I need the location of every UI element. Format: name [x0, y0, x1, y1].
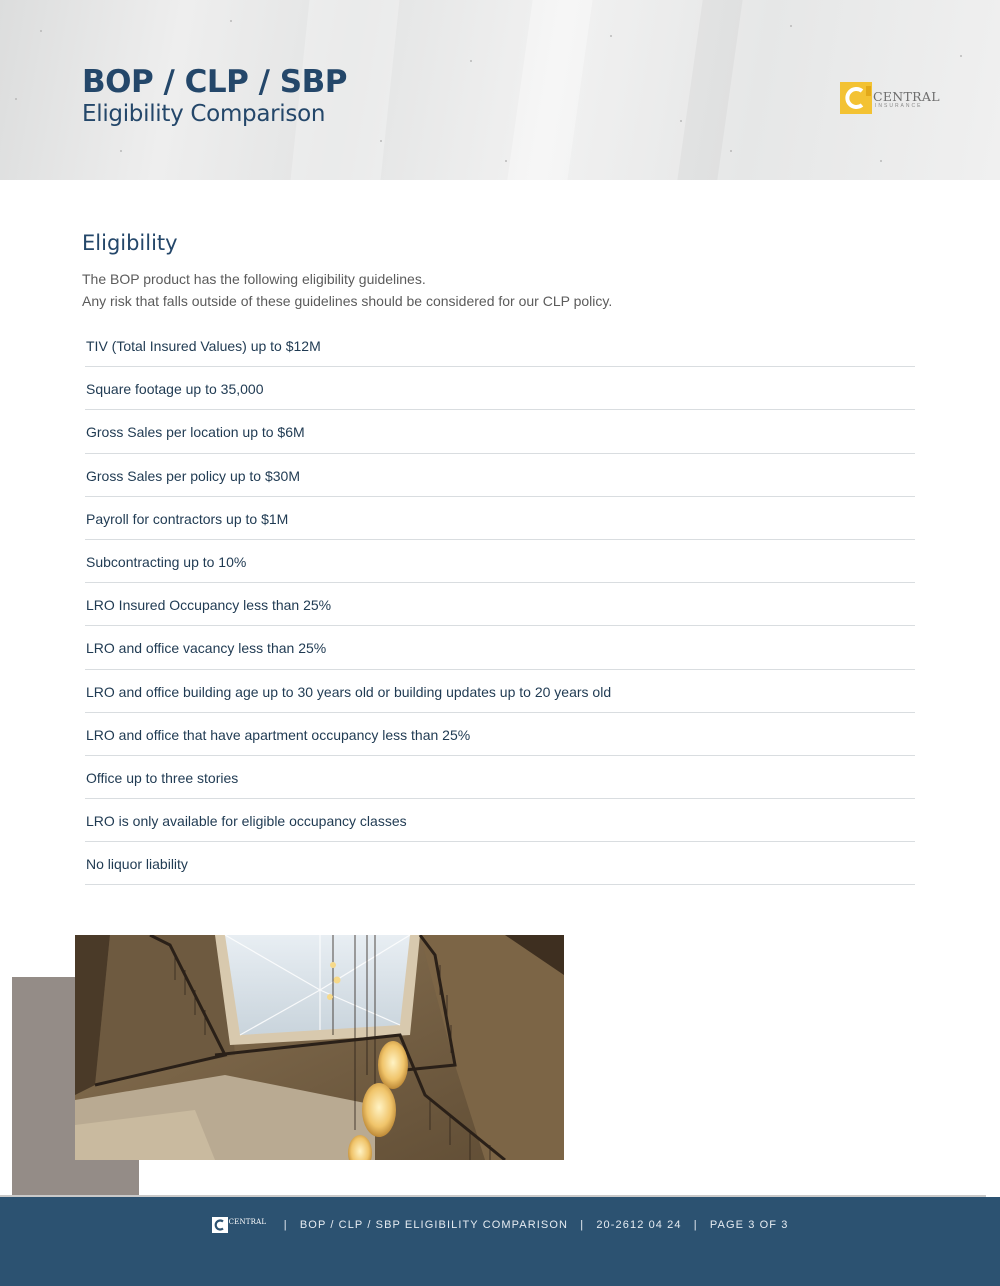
list-item: [85, 626, 915, 669]
texture-speck: [230, 20, 232, 22]
header-banner: [0, 0, 1000, 180]
footer-content: [0, 1217, 1000, 1233]
footer-separator: |: [580, 1219, 585, 1231]
banner-shade: [505, 0, 596, 180]
section-title: Eligibility: [82, 231, 178, 255]
list-item-text: Payroll for contractors up to $1M: [86, 510, 289, 527]
intro-line: The BOP product has the following eligibility guidelines.: [82, 271, 426, 287]
list-item: [85, 324, 915, 367]
list-item: [85, 540, 915, 583]
eligibility-list: [85, 324, 915, 885]
list-item: [85, 670, 915, 713]
list-item-text: No liquor liability: [86, 856, 188, 873]
central-logo-icon: [212, 1217, 228, 1233]
footer-separator: |: [693, 1219, 698, 1231]
footer-text: [276, 1219, 789, 1231]
texture-speck: [790, 25, 792, 27]
footer-page-number: PAGE 3 OF 3: [709, 1219, 789, 1231]
footer-doc-title: BOP / CLP / SBP ELIGIBILITY COMPARISON: [299, 1219, 569, 1231]
list-item-text: LRO and office that have apartment occupancy less than 25%: [86, 726, 471, 743]
texture-speck: [120, 150, 122, 152]
list-item: [85, 410, 915, 453]
list-item: [85, 497, 915, 540]
banner-shade: [675, 0, 746, 180]
footer-logo-wordmark: CENTRAL: [228, 1218, 267, 1226]
texture-speck: [730, 150, 732, 152]
list-item-text: LRO is only available for eligible occupancy classes: [86, 813, 407, 830]
footer-form-number: 20-2612 04 24: [596, 1219, 682, 1231]
texture-speck: [610, 35, 612, 37]
list-item-text: LRO and office vacancy less than 25%: [86, 640, 327, 657]
list-item-text: TIV (Total Insured Values) up to $12M: [86, 338, 321, 355]
list-item-text: Subcontracting up to 10%: [86, 554, 247, 571]
list-item-text: LRO Insured Occupancy less than 25%: [86, 597, 332, 614]
list-item-text: Square footage up to 35,000: [86, 381, 264, 398]
list-item: [85, 713, 915, 756]
list-item-text: Office up to three stories: [86, 769, 239, 786]
list-item-text: LRO and office building age up to 30 years old or building updates up to 20 years old: [86, 683, 612, 700]
footer-separator: |: [283, 1219, 288, 1231]
page-title: BOP / CLP / SBP: [82, 64, 347, 100]
list-item: [85, 842, 915, 885]
stairwell-illustration: [75, 935, 564, 1160]
central-logo-icon: [840, 82, 872, 114]
list-item: [85, 583, 915, 626]
stairwell-photo: [75, 935, 564, 1160]
texture-speck: [40, 30, 42, 32]
list-item: [85, 454, 915, 497]
texture-speck: [15, 98, 17, 100]
texture-speck: [880, 160, 882, 162]
list-item: [85, 367, 915, 410]
list-item: [85, 756, 915, 799]
logo-tagline: INSURANCE: [875, 103, 923, 109]
texture-speck: [470, 60, 472, 62]
section-intro: [82, 268, 882, 312]
texture-speck: [505, 160, 507, 162]
list-item-text: Gross Sales per policy up to $30M: [86, 467, 300, 484]
page-subtitle: Eligibility Comparison: [82, 101, 326, 127]
intro-line: Any risk that falls outside of these guidelines should be considered for our CLP policy.: [82, 293, 613, 309]
texture-speck: [380, 140, 382, 142]
footer-logo: [212, 1217, 266, 1233]
texture-speck: [960, 55, 962, 57]
list-item: [85, 799, 915, 842]
company-logo: [840, 82, 950, 114]
page-footer: [0, 1197, 1000, 1286]
texture-speck: [680, 120, 682, 122]
list-item-text: Gross Sales per location up to $6M: [86, 424, 305, 441]
logo-wordmark: CENTRAL: [873, 89, 940, 104]
